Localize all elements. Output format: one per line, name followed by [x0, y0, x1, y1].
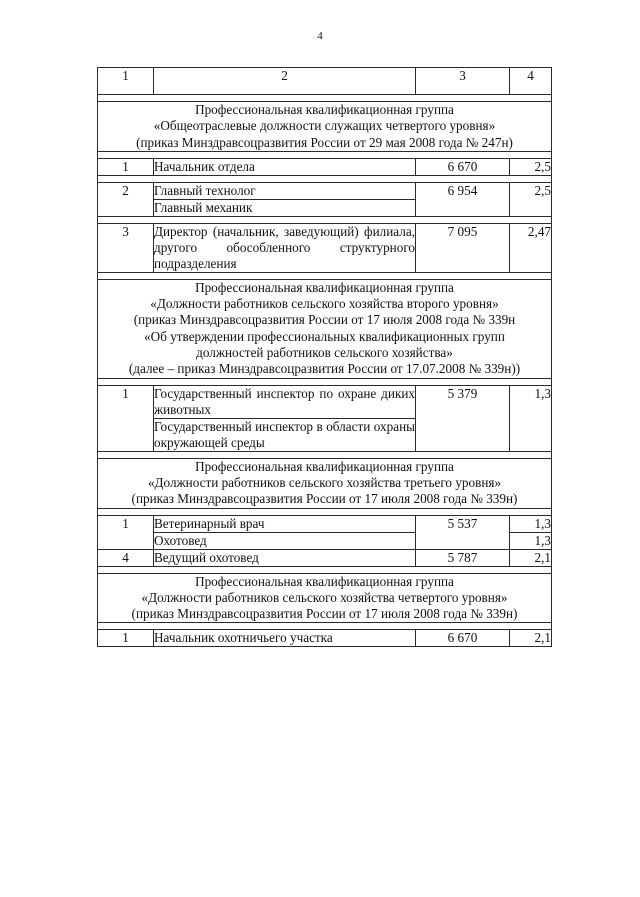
- coefficient-value: 2,1: [510, 549, 552, 566]
- coefficient-value: 2,47: [510, 223, 552, 272]
- coefficient-value: 1,3: [510, 515, 552, 532]
- group-line: (приказ Минздравсоцразвития России от 17 июля 2008 года № 339н: [133, 312, 516, 328]
- header-row: [98, 68, 552, 95]
- table-row: [98, 385, 552, 418]
- coefficient-value: 2,1: [510, 630, 552, 647]
- group-line: «Должности работников сельского хозяйства второго уровня»: [150, 296, 499, 312]
- row-number: 1: [98, 158, 154, 175]
- position-name: Ведущий охотовед: [154, 549, 416, 566]
- header-cell: 2: [154, 68, 416, 95]
- group-header-row: [98, 102, 552, 152]
- group-line: «Общеотраслевые должности служащих четвертого уровня»: [153, 118, 496, 134]
- position-name: Главный механик: [154, 199, 416, 216]
- header-cell: 1: [98, 68, 154, 95]
- group-line: (приказ Минздравсоцразвития России от 29 мая 2008 года № 247н): [136, 134, 513, 150]
- salary-value: 6 670: [416, 158, 510, 175]
- table-row: [98, 515, 552, 532]
- salary-value: 5 787: [416, 549, 510, 566]
- group-line: Профессиональная квалификационная группа: [195, 279, 454, 295]
- coefficient-value: 2,5: [510, 158, 552, 175]
- position-name: Начальник отдела: [154, 158, 416, 175]
- salary-value: 5 537: [416, 515, 510, 549]
- group-header-row: [98, 458, 552, 508]
- salary-value: 6 670: [416, 630, 510, 647]
- group-title: [98, 458, 552, 508]
- row-number: 1: [98, 630, 154, 647]
- salary-value: 6 954: [416, 182, 510, 216]
- position-name: Государственный инспектор в области охраны окружающей среды: [154, 418, 415, 450]
- group-line: Профессиональная квалификационная группа: [195, 458, 454, 474]
- position-name: Начальник охотничьего участка: [154, 630, 416, 647]
- header-cell: 4: [510, 68, 552, 95]
- position-name: Главный технолог: [154, 182, 416, 199]
- group-title: [98, 102, 552, 152]
- row-number: 2: [98, 182, 154, 216]
- position-name: Ветеринарный врач: [154, 515, 416, 532]
- group-line: «Об утверждении профессиональных квалификационных групп: [144, 328, 505, 344]
- group-title: [98, 279, 552, 378]
- group-line: (далее – приказ Минздравсоцразвития России от 17.07.2008 № 339н)): [128, 361, 521, 377]
- salary-value: 5 379: [416, 385, 510, 451]
- salary-table: [97, 67, 552, 647]
- position-name: Директор (начальник, заведующий) филиала, другого обособленного структурного подразделения: [154, 223, 415, 271]
- table-row: [98, 158, 552, 175]
- group-line: «Должности работников сельского хозяйства третьего уровня»: [147, 474, 502, 490]
- coefficient-value: 2,5: [510, 182, 552, 216]
- row-number: 1: [98, 385, 154, 451]
- header-cell: 3: [416, 68, 510, 95]
- table-row: [98, 182, 552, 199]
- group-line: должностей работников сельского хозяйства»: [196, 345, 453, 361]
- group-line: «Должности работников сельского хозяйства четвертого уровня»: [141, 589, 508, 605]
- position-name: Охотовед: [154, 532, 416, 549]
- table-row: [98, 223, 552, 272]
- row-number: 3: [98, 223, 154, 272]
- position-name: Государственный инспектор по охране диких животных: [154, 385, 415, 417]
- table-row: [98, 549, 552, 566]
- group-line: (приказ Минздравсоцразвития России от 17 июля 2008 года № 339н): [131, 606, 518, 622]
- group-line: Профессиональная квалификационная группа: [195, 573, 454, 589]
- group-header-row: [98, 573, 552, 623]
- coefficient-value: 1,3: [510, 385, 552, 451]
- row-number: 4: [98, 549, 154, 566]
- group-line: (приказ Минздравсоцразвития России от 17 июля 2008 года № 339н): [131, 491, 518, 507]
- row-number: 1: [98, 515, 154, 549]
- page-number: 4: [317, 30, 323, 42]
- table-row: [98, 630, 552, 647]
- group-line: Профессиональная квалификационная группа: [195, 102, 454, 117]
- salary-value: 7 095: [416, 223, 510, 272]
- group-title: [98, 573, 552, 623]
- coefficient-value: 1,3: [510, 532, 552, 549]
- group-header-row: [98, 279, 552, 378]
